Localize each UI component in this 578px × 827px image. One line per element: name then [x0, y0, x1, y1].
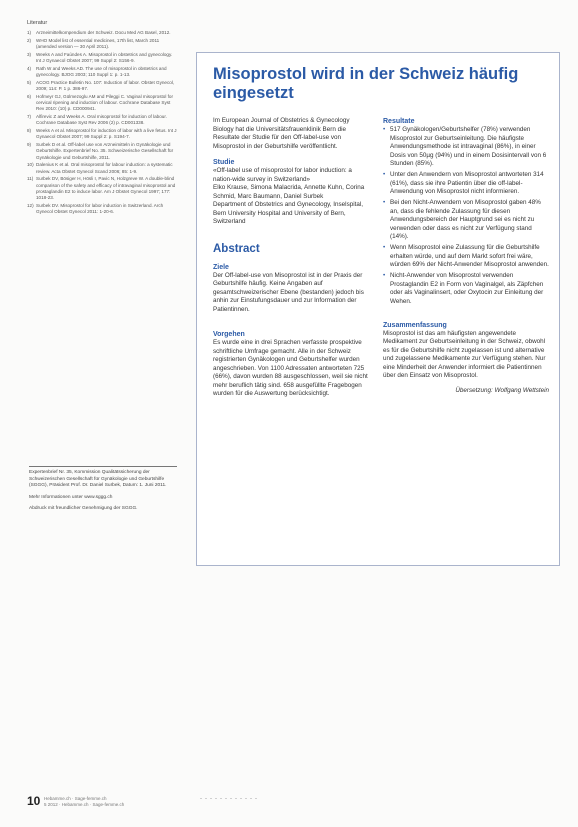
more-info-note: Mehr Informationen unter www.sggg.ch	[29, 494, 113, 500]
summary-heading: Zusammenfassung	[383, 321, 447, 329]
reference-number: 4)	[27, 66, 32, 71]
study-authors: Elko Krause, Simona Malacrida, Annette Kuhn, Corina Schmid, Marc Baumann, Daniel Surbek	[213, 184, 365, 200]
result-text: Unter den Anwendern von Misoprostol antworteten 314 (61%), dass sie ihre Patientin über die off-label-Anwendung von Misoprostol nicht informieren.	[390, 171, 544, 195]
reference-number: 12)	[27, 202, 34, 208]
info-divider	[29, 466, 177, 467]
reference-number: 2)	[27, 38, 32, 43]
reference-item	[27, 80, 177, 92]
literature-column	[27, 20, 177, 217]
result-item	[383, 171, 549, 197]
reference-item	[27, 38, 177, 50]
reference-text: Arzneimittelkompendium der Schweiz. Docu Med AG Basel, 2012.	[36, 30, 171, 36]
study-affiliation: Department of Obstetrics and Gynecology, Inselspital, Bern University Hospital and University of Bern, Switzerland	[213, 201, 364, 225]
study-heading: Studie	[213, 159, 235, 166]
reference-item	[27, 142, 177, 161]
reference-number: 6)	[27, 94, 32, 99]
aims-text: Der Off-label-use von Misoprostol ist in der Praxis der Geburtshilfe häufig. Keine Angaben auf gesamtschweizerischer Ebene (bestanden) jedoch bis anhin zur Einstufungsdauer und zur Information der Patientinnen.	[213, 271, 364, 313]
methods-heading: Vorgehen	[213, 331, 245, 338]
footer-text	[44, 796, 164, 807]
article-box	[196, 52, 560, 566]
reference-item	[27, 30, 177, 36]
reprint-note: Abdruck mit freundlicher Genehmigung der SGGG.	[29, 506, 138, 512]
reference-number: 3)	[27, 52, 32, 57]
reference-text: Surbek DV, Bösiger H, Hösli I, Pavic N, Holzgreve W. A double-blind comparison of the safety and efficacy of intravaginal misoprostol and prostaglandin E2 to induce labor. Am J Obstet Gynecol 1997; 177: 1018-23.	[36, 176, 176, 201]
result-text: Wenn Misoprostol eine Zulassung für die Geburtshilfe erhalten würde, und auf dem Markt sofort frei wäre, würden 69% der Nicht-Anwender Misoprostol anwenden.	[390, 244, 549, 268]
reference-item	[27, 162, 177, 174]
intro-paragraph: Im European Journal of Obstetrics & Gynecology Biology hat die Universitätsfrauenklinik Bern die Resultate der Studie für den Off-label-use von Misoprostol in der Geburtshilfe veröffentlicht.	[213, 117, 350, 150]
bullet-icon: •	[383, 244, 386, 251]
reference-item	[27, 52, 177, 64]
source-info-box	[29, 470, 177, 518]
aims-heading: Ziele	[213, 263, 229, 271]
reference-text: Alfirevic Z and Weeks A. Oral misoprostol for induction of labour. Cochrane Database Syst Rev 2006 (2) p. CD001338.	[36, 114, 167, 126]
reference-text: Weeks A et al. Misoprostol for induction of labor with a live fetus. Int J Gynaecol Obstet 2007; 99 Suppl 2: p. S194-7.	[36, 128, 177, 140]
summary-text: Misoprostol ist das am häufigsten angewendete Medikament zur Geburtseinleitung in der Schweiz, obwohl es für die Geburtshilfe nicht zugelassen ist und alternative und zugelassene Medikamente zur Verfügung stehen. Nur eine Minderheit der Anwender informiert die Patientinnen über den Einsatz von Misoprostol.	[383, 329, 546, 379]
bullet-icon: •	[383, 171, 386, 178]
reference-text: Dalenius K et al. Oral misoprostol for labour induction: a systematic review. Acta Obstet Gynecol Scand 2006; 85: 1-9.	[36, 162, 173, 174]
reference-item	[27, 176, 177, 201]
bullet-icon: •	[383, 272, 386, 279]
reference-text: Weeks A and Faúndes A. Misoprostol in obstetrics and gynecology. Int J Gynaecol Obstet 2007; 99 Suppl 2: S156-9.	[36, 52, 173, 64]
article-title: Misoprostol wird in der Schweiz häufig eingesetzt	[213, 65, 519, 102]
page-number: 10	[27, 794, 41, 808]
methods-text: Es wurde eine in drei Sprachen verfasste prospektive schriftliche Umfrage gemacht. Alle in der Schweiz registrierten Gynäkologen und Geburtshelfer wurden angeschrieben. Von 1100 Adressaten antworteten 725 (66%), davon wurden 88 ausgeschlossen, weil sie nicht mehr beruflich tätig sind. 658 ausgefüllte Fragebogen wurden für die Auswertung berücksichtigt.	[213, 339, 368, 397]
reference-text: Surbek DV. Misoprostol for labor induction in Switzerland. Arch Gynecol Obstet Gynecol 2011: 1-20-6.	[36, 202, 164, 215]
results-heading: Resultate	[383, 118, 415, 125]
bullet-icon: •	[383, 199, 386, 206]
reference-number: 7)	[27, 114, 32, 120]
reference-list	[27, 30, 177, 215]
footer-line-1: Hebamme.ch · Sage-femme.ch	[44, 796, 107, 801]
reference-item	[27, 128, 177, 140]
reference-number: 9)	[27, 142, 32, 148]
reference-text: Surbek D et al. Off-label use von Arzneimitteln in Gynäkologie und Geburtshilfe. Expertenbrief No. 35. Schweizerische Gesellschaft für Gynäkologie und Geburtshilfe, 2011.	[36, 142, 174, 160]
reference-number: 5)	[27, 80, 32, 85]
abstract-heading: Abstract	[213, 242, 260, 255]
reference-number: 11)	[27, 176, 34, 182]
result-text: Nicht-Anwender von Misoprostol verwenden Prostaglandin E2 in Form von Vaginalgel, als Zäpfchen oder als Vaginalinsert, oder Oxytocin zur Einleitung der Wehen.	[390, 272, 544, 305]
result-item	[383, 244, 549, 270]
result-item	[383, 199, 549, 242]
result-text: 517 Gynäkologen/Geburtshelfer (78%) verwenden Misoprostol zur Geburtseinleitung. Die häufigste Anwendungsmethode ist intravaginal (86%), in einer Dosis von 50µg (94%) und in einem Dosisintervall von 6 Stunden (85%).	[390, 126, 547, 167]
translator-credit: Übersetzung: Wolfgang Wettstein	[455, 386, 549, 394]
reference-number: 10)	[27, 162, 34, 168]
result-text: Bei den Nicht-Anwendern von Misoprostol gaben 48% an, dass die fehlende Zulassung für diesen Anwendungsbereich der Hauptgrund sei es nicht zu verwenden oder dass es nicht zur Verfügung stand (14%).	[390, 199, 541, 240]
reference-item	[27, 66, 177, 78]
footer-line-2: 5 2012 · Hebamme.ch · Sage-femme.ch	[44, 801, 125, 807]
source-note: Expertenbrief Nr. 35, Kommission Qualitätssicherung der Schweizerischen Gesellschaft für Gynäkologie und Geburtshilfe (SGGG), Präsident Prof. Dr. Daniel Surbek, Datum: 1. Juni 2011.	[29, 470, 167, 489]
bullet-icon: •	[383, 126, 386, 133]
literature-heading: Literatur	[27, 20, 48, 26]
reference-item	[27, 203, 177, 215]
reference-text: Rath W and Weeks AD. The use of misoprostol in obstetrics and gynecology. BJOG 2003; 110 Suppl 1: p. 1-13.	[36, 66, 167, 78]
reference-text: Hofmeyr GJ, Gülmezoglu AM and Pileggi C. Vaginal misoprostol for cervical ripening and induction of labour. Cochrane Database Syst Rev 2010: (10) p. CD000941.	[36, 94, 174, 112]
results-list	[383, 126, 549, 306]
reference-item	[27, 94, 177, 113]
reference-number: 8)	[27, 128, 32, 134]
reference-text: ACOG Practice Bulletin No. 107: Induction of labor. Obstet Gynecol, 2009; 114: P. 1 p. 386-97.	[36, 80, 175, 92]
result-item	[383, 126, 549, 169]
article-right-column	[383, 117, 549, 395]
reference-item	[27, 114, 177, 126]
reference-number: 1)	[27, 30, 32, 36]
result-item	[383, 272, 549, 306]
scan-marks	[200, 797, 340, 800]
reference-text: WHO Model list of essential medicines, 17th list, March 2011 (amended version — 30 April 2011).	[36, 38, 160, 50]
article-left-column	[213, 117, 371, 399]
study-title: «Off-label use of misoprostol for labor induction: a nation-wide survey in Switzerland»	[213, 167, 352, 183]
